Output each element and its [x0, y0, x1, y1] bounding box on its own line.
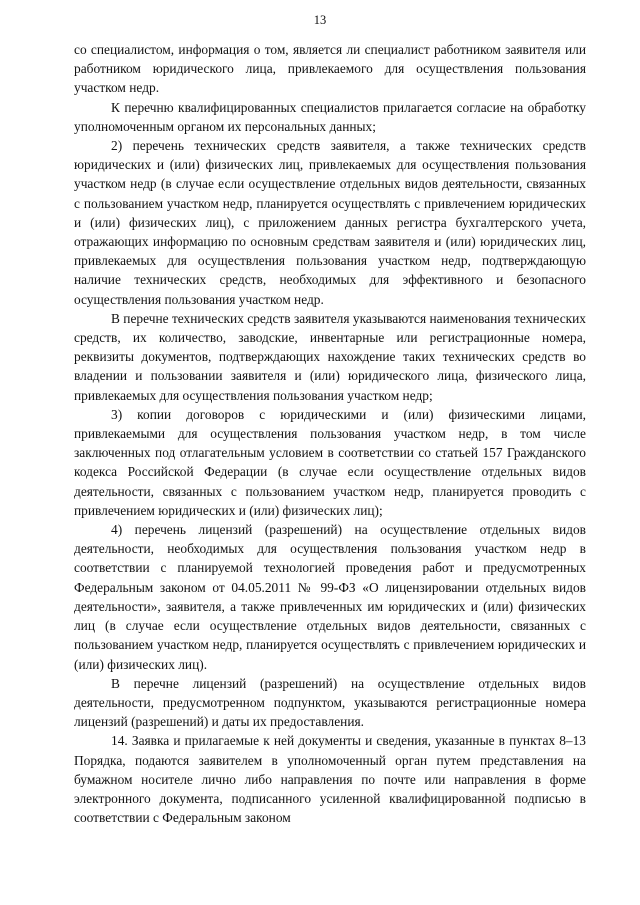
- paragraph: 3) копии договоров с юридическими и (или) физическими лицами, привлекаемыми для осуществления пользования участком недр, в том числе заключенных под отлагательным условием в соответствии со статьей 157 Гражданского кодекса Российской Федерации (в случае если осуществление отдельных видов деятельности, связанных с пользованием участком недр, планируется проводить с привлечением юридических и (или) физических лиц);: [74, 406, 586, 518]
- document-body: [74, 40, 586, 827]
- page-number: 13: [313, 13, 327, 27]
- paragraph: В перечне лицензий (разрешений) на осуществление отдельных видов деятельности, предусмотренном подпунктом, указываются регистрационные номера лицензий (разрешений) и даты их предоставления.: [74, 675, 586, 730]
- paragraph: К перечню квалифицированных специалистов прилагается согласие на обработку уполномоченным органом их персональных данных;: [74, 99, 586, 134]
- paragraph: 2) перечень технических средств заявителя, а также технических средств юридических и (или) физических лиц, привлекаемых для осуществления пользования участком недр (в случае если осуществление отдельных видов деятельности, связанных с пользованием участком недр, планируется осуществлять с привлечением юридических и (или) физических лиц), с приложением данных регистра бухгалтерского учета, отражающих информацию по основным средствам заявителя и (или) юридических лиц, привлекаемых для осуществления пользования участком недр, подтверждающую наличие технических средств, необходимых для эффективного и безопасного осуществления пользования участком недр.: [74, 138, 586, 307]
- paragraph: 4) перечень лицензий (разрешений) на осуществление отдельных видов деятельности, необходимых для осуществления пользования участком недр в соответствии с планируемой технологией проведения работ и предусмотренных Федеральным законом от 04.05.2011 № 99-ФЗ «О лицензировании отдельных видов деятельности», заявителя, а также привлеченных им юридических и (или) физических лиц (в случае если осуществление отдельных видов деятельности, связанных с пользованием участком недр, планируется осуществлять с привлечением юридических и (или) физических лиц).: [74, 522, 586, 672]
- paragraph: В перечне технических средств заявителя указываются наименования технических средств, их количество, заводские, инвентарные или регистрационные номера, реквизиты документов, подтверждающих нахождение таких технических средств во владении и пользовании заявителя и (или) юридического лица, физического лица, привлекаемых для осуществления пользования участком недр;: [74, 310, 586, 403]
- paragraph: 14. Заявка и прилагаемые к ней документы и сведения, указанные в пунктах 8–13 Порядка, подаются заявителем в уполномоченный орган путем представления на бумажном носителе лично либо направления по почте или направления в форме электронного документа, подписанного усиленной квалифицированной подписью в соответствии с Федеральным законом: [74, 733, 586, 826]
- paragraph-continuation: со специалистом, информация о том, является ли специалист работником заявителя или работником юридического лица, привлекаемого для осуществления пользования участком недр.: [74, 42, 586, 96]
